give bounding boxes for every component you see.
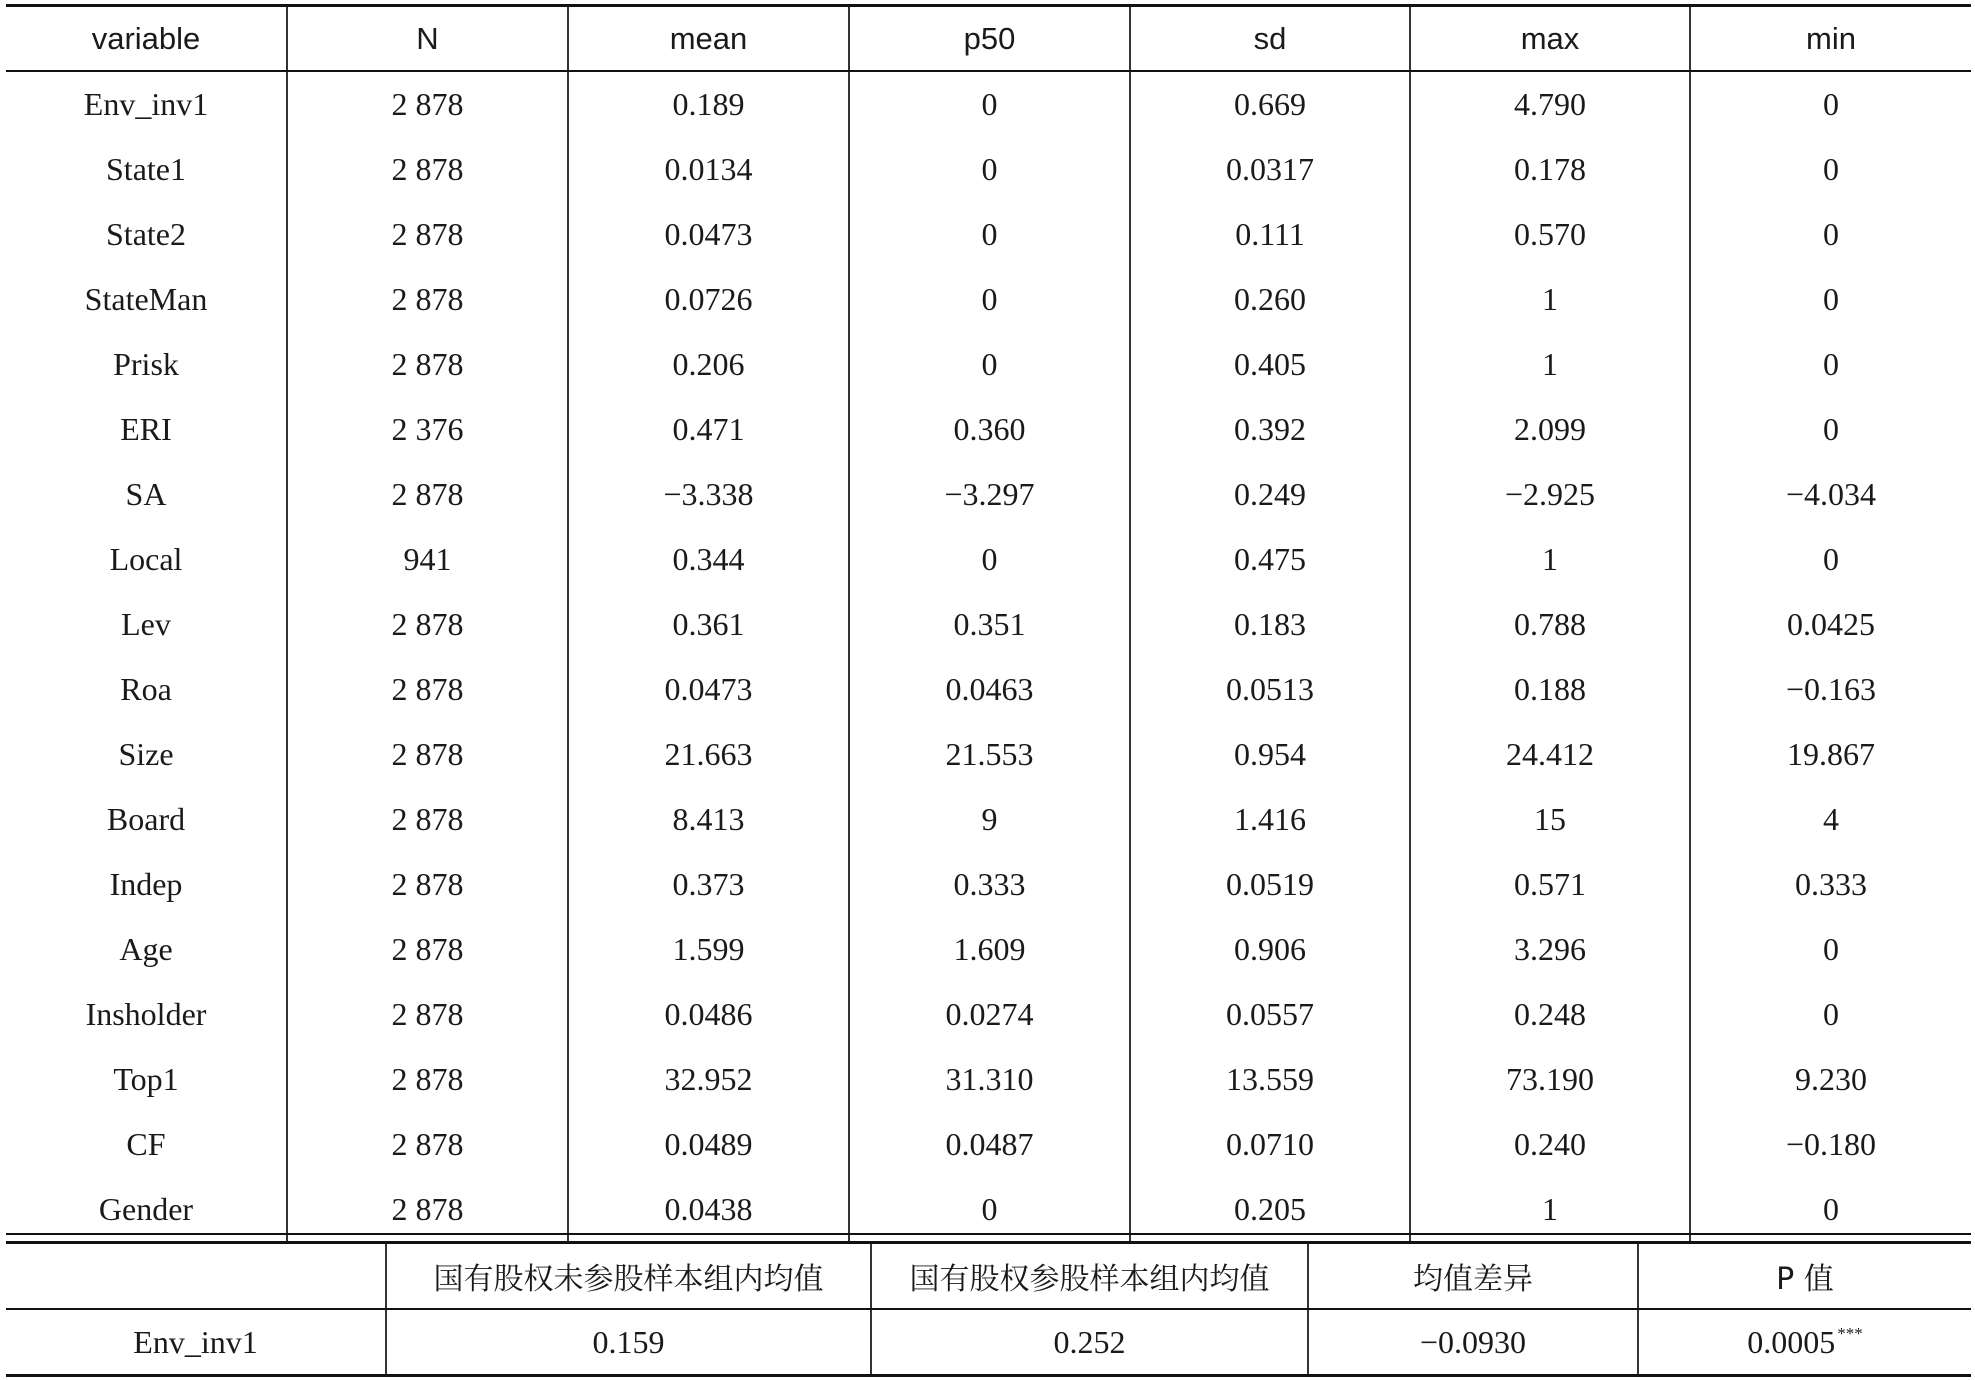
section-divider <box>6 1233 1971 1235</box>
cell-variable: Gender <box>98 1191 194 1227</box>
cell-mean: 0.0438 <box>568 1177 849 1243</box>
cell-variable: State1 <box>106 151 186 187</box>
cell-p50: 9 <box>849 787 1130 852</box>
stats-body <box>6 71 1971 1243</box>
cell-sd: 0.475 <box>1130 527 1410 592</box>
cell-min: −4.034 <box>1690 462 1971 527</box>
cell-n: 2 878 <box>287 71 568 137</box>
header-p50: p50 <box>849 6 1130 72</box>
cell-variable: Prisk <box>113 346 179 382</box>
cell-n: 2 878 <box>287 462 568 527</box>
comparison-p-value-cell <box>1638 1309 1971 1376</box>
cell-sd: 13.559 <box>1130 1047 1410 1112</box>
table-row <box>6 1047 1971 1112</box>
cell-min: 19.867 <box>1690 722 1971 787</box>
cell-mean: 0.0486 <box>568 982 849 1047</box>
cell-max: 0.240 <box>1410 1112 1690 1177</box>
cell-mean: 0.206 <box>568 332 849 397</box>
table-row <box>6 202 1971 267</box>
cell-n: 2 878 <box>287 267 568 332</box>
cell-variable: SA <box>125 476 167 512</box>
table-row <box>6 657 1971 722</box>
cell-sd: 0.669 <box>1130 71 1410 137</box>
cell-max: 0.248 <box>1410 982 1690 1047</box>
header-min: min <box>1690 6 1971 72</box>
cell-p50: 0.360 <box>849 397 1130 462</box>
cell-variable: Insholder <box>85 996 207 1032</box>
cell-p50: 0.333 <box>849 852 1130 917</box>
cell-max: 0.571 <box>1410 852 1690 917</box>
cell-sd: 0.405 <box>1130 332 1410 397</box>
cell-max: 24.412 <box>1410 722 1690 787</box>
cell-p50: 21.553 <box>849 722 1130 787</box>
table-row <box>6 982 1971 1047</box>
cell-mean: 0.0489 <box>568 1112 849 1177</box>
cell-mean: 0.361 <box>568 592 849 657</box>
cell-max: 1 <box>1410 1177 1690 1243</box>
comparison-variable: Env_inv1 <box>133 1323 258 1360</box>
comparison-row <box>6 1309 1971 1376</box>
mean-comparison-table <box>6 1241 1971 1377</box>
cell-mean: 0.189 <box>568 71 849 137</box>
cell-sd: 0.0513 <box>1130 657 1410 722</box>
cell-variable: StateMan <box>84 281 208 317</box>
cell-p50: 0 <box>849 71 1130 137</box>
cell-n: 941 <box>287 527 568 592</box>
cell-min: 0.333 <box>1690 852 1971 917</box>
cell-sd: 0.0317 <box>1130 137 1410 202</box>
p-value: 0.0005 <box>1747 1323 1836 1360</box>
header-sd: sd <box>1130 6 1410 72</box>
cell-min: 0 <box>1690 202 1971 267</box>
cell-variable: Board <box>106 801 186 837</box>
cell-n: 2 878 <box>287 1177 568 1243</box>
cell-max: 0.788 <box>1410 592 1690 657</box>
cell-min: 0.0425 <box>1690 592 1971 657</box>
table-row <box>6 137 1971 202</box>
cell-p50: 0 <box>849 1177 1130 1243</box>
cell-variable: Env_inv1 <box>83 86 209 122</box>
cell-mean: 21.663 <box>568 722 849 787</box>
table-row <box>6 787 1971 852</box>
cell-variable: ERI <box>120 411 172 447</box>
cell-variable: Top1 <box>113 1061 179 1097</box>
cell-sd: 0.0710 <box>1130 1112 1410 1177</box>
cell-p50: 0 <box>849 527 1130 592</box>
cell-max: 73.190 <box>1410 1047 1690 1112</box>
header-p-value: P 值 <box>1638 1243 1971 1310</box>
cell-sd: 0.260 <box>1130 267 1410 332</box>
cell-n: 2 878 <box>287 202 568 267</box>
cell-min: 0 <box>1690 71 1971 137</box>
comparison-diff: −0.0930 <box>1308 1309 1638 1376</box>
cell-min: 0 <box>1690 1177 1971 1243</box>
table-row <box>6 722 1971 787</box>
comparison-header-row <box>6 1243 1971 1310</box>
cell-max: 15 <box>1410 787 1690 852</box>
cell-variable: Size <box>118 736 174 772</box>
cell-variable: Roa <box>120 671 172 707</box>
cell-sd: 0.0519 <box>1130 852 1410 917</box>
cell-variable: CF <box>126 1126 166 1162</box>
cell-sd: 0.906 <box>1130 917 1410 982</box>
cell-variable: Age <box>119 931 173 967</box>
cell-p50: 31.310 <box>849 1047 1130 1112</box>
cell-min: 9.230 <box>1690 1047 1971 1112</box>
cell-sd: 0.954 <box>1130 722 1410 787</box>
table-row <box>6 592 1971 657</box>
cell-max: 1 <box>1410 527 1690 592</box>
cell-max: 4.790 <box>1410 71 1690 137</box>
cell-mean: 32.952 <box>568 1047 849 1112</box>
cell-max: 1 <box>1410 267 1690 332</box>
table-row <box>6 397 1971 462</box>
table-row <box>6 462 1971 527</box>
cell-mean: 0.0134 <box>568 137 849 202</box>
header-mean-diff: 均值差异 <box>1308 1243 1638 1310</box>
cell-p50: 1.609 <box>849 917 1130 982</box>
cell-p50: 0 <box>849 202 1130 267</box>
header-blank <box>6 1243 386 1310</box>
cell-min: −0.163 <box>1690 657 1971 722</box>
table-row <box>6 1112 1971 1177</box>
comparison-mean-no-state: 0.159 <box>386 1309 871 1376</box>
cell-n: 2 878 <box>287 592 568 657</box>
cell-max: 2.099 <box>1410 397 1690 462</box>
header-max: max <box>1410 6 1690 72</box>
cell-mean: 0.344 <box>568 527 849 592</box>
cell-min: 0 <box>1690 917 1971 982</box>
cell-min: 0 <box>1690 982 1971 1047</box>
cell-mean: 1.599 <box>568 917 849 982</box>
cell-n: 2 878 <box>287 1112 568 1177</box>
cell-n: 2 878 <box>287 1047 568 1112</box>
cell-sd: 0.0557 <box>1130 982 1410 1047</box>
cell-sd: 0.111 <box>1130 202 1410 267</box>
cell-mean: 0.471 <box>568 397 849 462</box>
cell-min: −0.180 <box>1690 1112 1971 1177</box>
cell-min: 4 <box>1690 787 1971 852</box>
cell-p50: 0.351 <box>849 592 1130 657</box>
cell-p50: 0 <box>849 267 1130 332</box>
cell-max: 3.296 <box>1410 917 1690 982</box>
table-row <box>6 267 1971 332</box>
cell-n: 2 878 <box>287 982 568 1047</box>
cell-mean: 8.413 <box>568 787 849 852</box>
cell-n: 2 878 <box>287 722 568 787</box>
table-row <box>6 852 1971 917</box>
cell-mean: 0.373 <box>568 852 849 917</box>
table-row <box>6 332 1971 397</box>
cell-mean: −3.338 <box>568 462 849 527</box>
header-mean: mean <box>568 6 849 72</box>
cell-p50: 0.0487 <box>849 1112 1130 1177</box>
significance-stars: *** <box>1837 1323 1863 1343</box>
cell-n: 2 878 <box>287 137 568 202</box>
table-row <box>6 917 1971 982</box>
cell-sd: 1.416 <box>1130 787 1410 852</box>
descriptive-stats-table <box>6 4 1971 1244</box>
cell-max: 0.178 <box>1410 137 1690 202</box>
cell-variable: Local <box>109 541 183 577</box>
cell-min: 0 <box>1690 137 1971 202</box>
cell-n: 2 376 <box>287 397 568 462</box>
cell-sd: 0.205 <box>1130 1177 1410 1243</box>
cell-p50: 0 <box>849 332 1130 397</box>
comparison-mean-state: 0.252 <box>871 1309 1308 1376</box>
table-row <box>6 71 1971 137</box>
header-mean-state: 国有股权参股样本组内均值 <box>871 1243 1308 1310</box>
cell-mean: 0.0726 <box>568 267 849 332</box>
cell-sd: 0.249 <box>1130 462 1410 527</box>
table-row <box>6 527 1971 592</box>
header-variable: variable <box>6 6 287 72</box>
header-n: N <box>287 6 568 72</box>
cell-variable: Lev <box>121 606 171 642</box>
cell-n: 2 878 <box>287 787 568 852</box>
cell-min: 0 <box>1690 267 1971 332</box>
cell-mean: 0.0473 <box>568 202 849 267</box>
cell-n: 2 878 <box>287 332 568 397</box>
cell-n: 2 878 <box>287 657 568 722</box>
cell-min: 0 <box>1690 527 1971 592</box>
cell-p50: −3.297 <box>849 462 1130 527</box>
cell-min: 0 <box>1690 332 1971 397</box>
cell-p50: 0.0463 <box>849 657 1130 722</box>
cell-n: 2 878 <box>287 852 568 917</box>
cell-max: −2.925 <box>1410 462 1690 527</box>
cell-variable: State2 <box>106 216 186 252</box>
cell-mean: 0.0473 <box>568 657 849 722</box>
cell-sd: 0.392 <box>1130 397 1410 462</box>
cell-n: 2 878 <box>287 917 568 982</box>
header-mean-no-state: 国有股权未参股样本组内均值 <box>386 1243 871 1310</box>
cell-p50: 0 <box>849 137 1130 202</box>
cell-sd: 0.183 <box>1130 592 1410 657</box>
cell-p50: 0.0274 <box>849 982 1130 1047</box>
cell-min: 0 <box>1690 397 1971 462</box>
cell-max: 0.570 <box>1410 202 1690 267</box>
cell-variable: Indep <box>109 866 183 902</box>
cell-max: 1 <box>1410 332 1690 397</box>
cell-max: 0.188 <box>1410 657 1690 722</box>
stats-header-row <box>6 6 1971 72</box>
